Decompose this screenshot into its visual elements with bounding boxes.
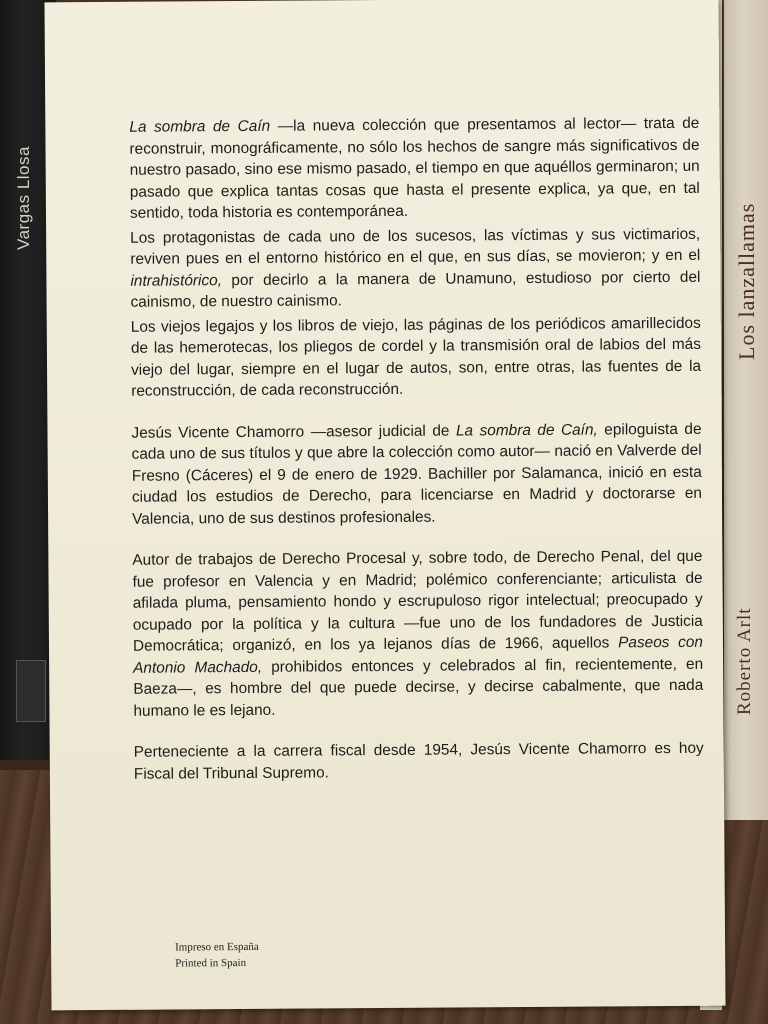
paragraph-intro — [129, 113, 700, 224]
paragraph-sources — [131, 312, 702, 402]
paragraph-text: —la nueva colección que presentamos al lector— trata de reconstruir, monográficamente, no sólo los hechos de sangre más significativos de nuestro pasado, sino ese mismo pasado, el tiempo en que aquéllos germinaron; un pasado que explica tantas cosas que hasta el presente explica, ya que, en tal sentido, toda historia es contemporánea. — [129, 114, 700, 222]
paragraph-text: Autor de trabajos de Derecho Procesal y, sobre todo, de Derecho Penal, del que fue profesor en Valencia y en Madrid; polémico conferenciante; articulista de afilada pluma, pensamiento hondo y escrupuloso rigor intelectual; preocupado y ocupado por la política y la cultura —fue uno de los fundadores de Justicia Democrática; organizó, en los ya lejanos días de 1966, aquellos — [132, 547, 703, 655]
paragraph-text: prohibidos entonces y celebrados al fin, recientemente, en Baeza—, es hombre del que puede decirse, y decirse cabalmente, que nada humano le es lejano. — [133, 655, 704, 720]
paragraph-text: Perteneciente a la carrera fiscal desde 1954, Jesús Vicente Chamorro es hoy Fiscal del Tribunal Supremo. — [133, 739, 704, 783]
book-back-cover — [44, 0, 725, 1010]
left-book-spine-label — [16, 660, 46, 722]
imprint-english: Printed in Spain — [175, 956, 247, 970]
paragraph-text: Jesús Vicente Chamorro —asesor judicial de — [131, 422, 456, 442]
italic-title-text: Paseos con Antonio Machado, — [133, 633, 704, 677]
imprint-spanish: Impreso en España — [175, 940, 259, 954]
paragraph-author-career — [134, 738, 704, 785]
paragraph-text: Los viejos legajos y los libros de viejo, las páginas de los periódicos amarillecidos de las hemerotecas, los pliegos de cordel y la transmisión oral de labios del más viejo del lugar, siempre en el lugar de autos, son, entre otras, las fuentes de la reconstrucción, de cada reconstrucción. — [130, 314, 702, 400]
blurb-text-block — [129, 113, 704, 785]
italic-title-text: La sombra de Caín, — [455, 421, 598, 440]
left-book-spine-title: Vargas Llosa — [14, 146, 33, 250]
right-book-spine-title: Los lanzallamas — [734, 202, 759, 360]
right-book-spine-author: Roberto Arlt — [734, 607, 755, 715]
paragraph-author-works — [132, 546, 703, 722]
imprint — [175, 938, 375, 971]
paragraph-text: por decirlo a la manera de Unamuno, estudioso por cierto del cainismo, de nuestro cainismo. — [130, 268, 701, 311]
paragraph-author-bio — [131, 418, 702, 529]
italic-title-text: La sombra de Caín — [129, 117, 271, 136]
paragraph-text: epiloguista de cada uno de sus títulos y que abre la colección como autor— nació en Valverde del Fresno (Cáceres) el 9 de enero de 1929. Bachiller por Salamanca, inició en esta ciudad los estudios de Derecho, para licenciarse en Madrid y doctorarse en Valencia, uno de sus destinos profesionales. — [131, 420, 702, 528]
paragraph-protagonists — [130, 223, 701, 313]
paragraph-text: Los protagonistas de cada uno de los sucesos, las víctimas y sus victimarios, reviven pues en el entorno histórico en el que, en sus días, se movieron; y en el — [130, 225, 701, 268]
italic-title-text: intrahistórico, — [130, 271, 223, 290]
